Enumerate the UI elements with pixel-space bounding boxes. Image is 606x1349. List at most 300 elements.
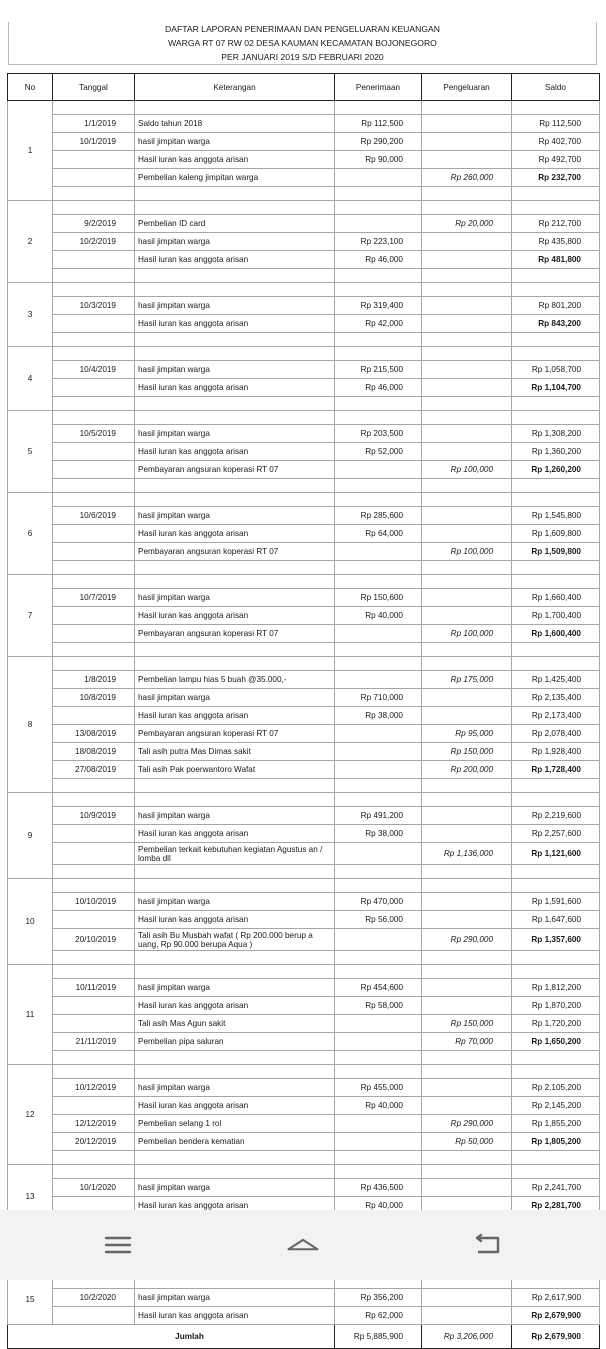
- empty-cell: [512, 965, 600, 979]
- income-cell: Rp 285,600: [335, 507, 422, 525]
- balance-cell: Rp 1,308,200: [512, 425, 600, 443]
- empty-cell: [512, 101, 600, 115]
- empty-cell: [512, 575, 600, 589]
- balance-cell: Rp 2,281,700: [512, 1197, 600, 1215]
- balance-cell: Rp 1,600,400: [512, 625, 600, 643]
- expense-cell: Rp 1,136,000: [422, 843, 512, 865]
- empty-cell: [422, 101, 512, 115]
- empty-cell: [135, 1151, 335, 1165]
- empty-cell: [53, 575, 135, 589]
- table-row: [8, 115, 600, 133]
- balance-cell: Rp 1,805,200: [512, 1133, 600, 1151]
- empty-cell: [135, 657, 335, 671]
- expense-cell: Rp 70,000: [422, 1033, 512, 1051]
- expense-cell: [422, 251, 512, 269]
- income-cell: Rp 40,000: [335, 607, 422, 625]
- empty-cell: [512, 951, 600, 965]
- empty-cell: [512, 493, 600, 507]
- date-cell: 10/4/2019: [53, 361, 135, 379]
- table-row: [8, 1289, 600, 1307]
- description-cell: Pembelian lampu hias 5 buah @35.000,-: [135, 671, 335, 689]
- description-cell: Hasil iuran kas anggota arisan: [135, 525, 335, 543]
- empty-cell: [53, 879, 135, 893]
- income-cell: Rp 40,000: [335, 1197, 422, 1215]
- description-cell: Pembelian terkait kebutuhan kegiatan Agustus an / lomba dll: [135, 843, 335, 865]
- description-cell: hasil jimpitan warga: [135, 1079, 335, 1097]
- expense-cell: Rp 290,000: [422, 929, 512, 951]
- income-cell: Rp 58,000: [335, 997, 422, 1015]
- date-cell: [53, 1097, 135, 1115]
- income-cell: Rp 90,000: [335, 151, 422, 169]
- description-cell: hasil jimpitan warga: [135, 893, 335, 911]
- date-cell: [53, 315, 135, 333]
- table-body: [8, 101, 600, 1349]
- empty-cell: [512, 187, 600, 201]
- table-row: [8, 825, 600, 843]
- table-row: [8, 1015, 600, 1033]
- empty-cell: [335, 561, 422, 575]
- empty-cell: [335, 793, 422, 807]
- income-cell: Rp 491,200: [335, 807, 422, 825]
- balance-cell: Rp 843,200: [512, 315, 600, 333]
- empty-cell: [422, 657, 512, 671]
- empty-cell: [53, 101, 135, 115]
- description-cell: hasil jimpitan warga: [135, 361, 335, 379]
- expense-cell: Rp 200,000: [422, 761, 512, 779]
- spacer-row: [8, 561, 600, 575]
- empty-cell: [53, 187, 135, 201]
- total-label: Jumlah: [8, 1325, 335, 1349]
- income-cell: Rp 223,100: [335, 233, 422, 251]
- description-cell: Tali asih Mas Agun sakit: [135, 1015, 335, 1033]
- empty-cell: [422, 397, 512, 411]
- empty-cell: [53, 561, 135, 575]
- empty-cell: [422, 1151, 512, 1165]
- income-cell: Rp 436,500: [335, 1179, 422, 1197]
- expense-cell: [422, 807, 512, 825]
- col-header-description: Keterangan: [135, 74, 335, 101]
- date-cell: 27/08/2019: [53, 761, 135, 779]
- empty-cell: [135, 965, 335, 979]
- date-cell: [53, 625, 135, 643]
- expense-cell: [422, 1289, 512, 1307]
- empty-cell: [135, 793, 335, 807]
- income-cell: Rp 215,500: [335, 361, 422, 379]
- income-cell: Rp 42,000: [335, 315, 422, 333]
- empty-cell: [53, 493, 135, 507]
- income-cell: [335, 543, 422, 561]
- balance-cell: Rp 435,800: [512, 233, 600, 251]
- spacer-row: [8, 793, 600, 807]
- group-number: 12: [8, 1065, 53, 1165]
- group-number: 6: [8, 493, 53, 575]
- table-row: [8, 169, 600, 187]
- expense-cell: Rp 260,000: [422, 169, 512, 187]
- empty-cell: [53, 397, 135, 411]
- balance-cell: Rp 212,700: [512, 215, 600, 233]
- expense-cell: Rp 20,000: [422, 215, 512, 233]
- expense-cell: Rp 95,000: [422, 725, 512, 743]
- table-row: [8, 361, 600, 379]
- empty-cell: [512, 1051, 600, 1065]
- group-number: 7: [8, 575, 53, 657]
- empty-cell: [335, 187, 422, 201]
- empty-cell: [135, 1165, 335, 1179]
- empty-cell: [53, 965, 135, 979]
- expense-cell: [422, 233, 512, 251]
- date-cell: 20/12/2019: [53, 1133, 135, 1151]
- table-row: [8, 461, 600, 479]
- expense-cell: [422, 911, 512, 929]
- balance-cell: Rp 2,679,900: [512, 1307, 600, 1325]
- empty-cell: [422, 1165, 512, 1179]
- col-header-expense: Pengeluaran: [422, 74, 512, 101]
- balance-cell: Rp 1,425,400: [512, 671, 600, 689]
- description-cell: hasil jimpitan warga: [135, 297, 335, 315]
- empty-cell: [335, 657, 422, 671]
- empty-cell: [135, 1051, 335, 1065]
- income-cell: Rp 710,000: [335, 689, 422, 707]
- description-cell: Hasil iuran kas anggota arisan: [135, 1197, 335, 1215]
- income-cell: [335, 169, 422, 187]
- finance-table: [7, 73, 600, 1349]
- table-row: [8, 625, 600, 643]
- income-cell: [335, 215, 422, 233]
- table-row: [8, 607, 600, 625]
- expense-cell: [422, 1179, 512, 1197]
- date-cell: [53, 825, 135, 843]
- empty-cell: [135, 879, 335, 893]
- table-row: [8, 1115, 600, 1133]
- expense-cell: Rp 175,000: [422, 671, 512, 689]
- table-row: [8, 251, 600, 269]
- table-row: [8, 979, 600, 997]
- empty-cell: [422, 643, 512, 657]
- balance-cell: Rp 1,855,200: [512, 1115, 600, 1133]
- balance-cell: Rp 1,720,200: [512, 1015, 600, 1033]
- date-cell: 10/7/2019: [53, 589, 135, 607]
- date-cell: [53, 707, 135, 725]
- empty-cell: [335, 575, 422, 589]
- balance-cell: Rp 1,121,600: [512, 843, 600, 865]
- date-cell: 10/12/2019: [53, 1079, 135, 1097]
- empty-cell: [422, 493, 512, 507]
- date-cell: [53, 543, 135, 561]
- empty-cell: [135, 561, 335, 575]
- empty-cell: [53, 779, 135, 793]
- total-expense: Rp 3,206,000: [422, 1325, 512, 1349]
- menu-icon[interactable]: [101, 1230, 135, 1260]
- table-row: [8, 1033, 600, 1051]
- group-number: 1: [8, 101, 53, 201]
- expense-cell: [422, 893, 512, 911]
- empty-cell: [335, 411, 422, 425]
- description-cell: Hasil iuran kas anggota arisan: [135, 825, 335, 843]
- table-row: [8, 589, 600, 607]
- income-cell: Rp 62,000: [335, 1307, 422, 1325]
- description-cell: Hasil iuran kas anggota arisan: [135, 443, 335, 461]
- income-cell: [335, 461, 422, 479]
- balance-cell: Rp 2,241,700: [512, 1179, 600, 1197]
- empty-cell: [335, 865, 422, 879]
- empty-cell: [512, 411, 600, 425]
- empty-cell: [422, 479, 512, 493]
- empty-cell: [335, 333, 422, 347]
- empty-cell: [512, 347, 600, 361]
- table-row: [8, 525, 600, 543]
- income-cell: [335, 1115, 422, 1133]
- expense-cell: [422, 151, 512, 169]
- spacer-row: [8, 187, 600, 201]
- date-cell: [53, 461, 135, 479]
- empty-cell: [335, 779, 422, 793]
- income-cell: [335, 761, 422, 779]
- income-cell: Rp 56,000: [335, 911, 422, 929]
- table-row: [8, 929, 600, 951]
- empty-cell: [135, 347, 335, 361]
- expense-cell: Rp 150,000: [422, 743, 512, 761]
- expense-cell: [422, 425, 512, 443]
- empty-cell: [135, 283, 335, 297]
- table-row: [8, 743, 600, 761]
- expense-cell: [422, 589, 512, 607]
- income-cell: [335, 671, 422, 689]
- income-cell: Rp 64,000: [335, 525, 422, 543]
- income-cell: Rp 356,200: [335, 1289, 422, 1307]
- date-cell: [53, 251, 135, 269]
- empty-cell: [335, 269, 422, 283]
- expense-cell: [422, 825, 512, 843]
- table-row: [8, 689, 600, 707]
- spacer-row: [8, 479, 600, 493]
- empty-cell: [422, 347, 512, 361]
- balance-cell: Rp 1,058,700: [512, 361, 600, 379]
- empty-cell: [512, 1065, 600, 1079]
- balance-cell: Rp 2,135,400: [512, 689, 600, 707]
- empty-cell: [135, 101, 335, 115]
- empty-cell: [512, 793, 600, 807]
- empty-cell: [335, 283, 422, 297]
- col-header-no: No: [8, 74, 53, 101]
- description-cell: hasil jimpitan warga: [135, 1179, 335, 1197]
- empty-cell: [512, 643, 600, 657]
- income-cell: Rp 112,500: [335, 115, 422, 133]
- report-title: DAFTAR LAPORAN PENERIMAAN DAN PENGELUARAN KEUANGAN: [8, 22, 597, 36]
- income-cell: Rp 38,000: [335, 707, 422, 725]
- expense-cell: [422, 361, 512, 379]
- income-cell: [335, 929, 422, 951]
- empty-cell: [422, 965, 512, 979]
- expense-cell: [422, 1097, 512, 1115]
- empty-cell: [53, 1065, 135, 1079]
- table-row: [8, 911, 600, 929]
- empty-cell: [53, 793, 135, 807]
- expense-cell: [422, 315, 512, 333]
- empty-cell: [335, 347, 422, 361]
- table-row: [8, 379, 600, 397]
- empty-cell: [512, 201, 600, 215]
- empty-cell: [422, 201, 512, 215]
- report-period: PER JANUARI 2019 S/D FEBRUARI 2020: [8, 50, 597, 65]
- empty-cell: [53, 201, 135, 215]
- spacer-row: [8, 333, 600, 347]
- col-header-date: Tanggal: [53, 74, 135, 101]
- income-cell: Rp 319,400: [335, 297, 422, 315]
- empty-cell: [512, 269, 600, 283]
- balance-cell: Rp 1,728,400: [512, 761, 600, 779]
- empty-cell: [422, 865, 512, 879]
- group-number: 9: [8, 793, 53, 879]
- table-row: [8, 1179, 600, 1197]
- description-cell: Hasil iuran kas anggota arisan: [135, 997, 335, 1015]
- empty-cell: [335, 101, 422, 115]
- group-number: 13: [8, 1165, 53, 1229]
- table-row: [8, 725, 600, 743]
- empty-cell: [512, 779, 600, 793]
- empty-cell: [422, 575, 512, 589]
- income-cell: [335, 625, 422, 643]
- empty-cell: [135, 779, 335, 793]
- table-row: [8, 133, 600, 151]
- date-cell: 10/3/2019: [53, 297, 135, 315]
- empty-cell: [135, 201, 335, 215]
- empty-cell: [135, 479, 335, 493]
- home-icon[interactable]: [286, 1230, 320, 1260]
- spacer-row: [8, 1065, 600, 1079]
- empty-cell: [135, 269, 335, 283]
- description-cell: Pembelian pipa saluran: [135, 1033, 335, 1051]
- table-row: [8, 1079, 600, 1097]
- date-cell: 10/1/2019: [53, 133, 135, 151]
- spacer-row: [8, 779, 600, 793]
- income-cell: [335, 743, 422, 761]
- empty-cell: [335, 1051, 422, 1065]
- spacer-row: [8, 411, 600, 425]
- empty-cell: [53, 951, 135, 965]
- income-cell: Rp 52,000: [335, 443, 422, 461]
- balance-cell: Rp 1,650,200: [512, 1033, 600, 1051]
- empty-cell: [422, 779, 512, 793]
- group-number: 10: [8, 879, 53, 965]
- balance-cell: Rp 1,360,200: [512, 443, 600, 461]
- empty-cell: [135, 865, 335, 879]
- description-cell: Hasil iuran kas anggota arisan: [135, 707, 335, 725]
- description-cell: Hasil iuran kas anggota arisan: [135, 151, 335, 169]
- description-cell: hasil jimpitan warga: [135, 133, 335, 151]
- empty-cell: [53, 1151, 135, 1165]
- spacer-row: [8, 201, 600, 215]
- date-cell: 21/11/2019: [53, 1033, 135, 1051]
- expense-cell: [422, 133, 512, 151]
- table-row: [8, 297, 600, 315]
- description-cell: hasil jimpitan warga: [135, 425, 335, 443]
- expense-cell: [422, 997, 512, 1015]
- date-cell: 10/6/2019: [53, 507, 135, 525]
- empty-cell: [53, 411, 135, 425]
- description-cell: Tali asih Bu Musbah wafat ( Rp 200.000 berup a uang, Rp 90.000 berupa Aqua ): [135, 929, 335, 951]
- balance-cell: Rp 481,800: [512, 251, 600, 269]
- date-cell: [53, 379, 135, 397]
- table-row: [8, 1307, 600, 1325]
- description-cell: Saldo tahun 2018: [135, 115, 335, 133]
- empty-cell: [135, 643, 335, 657]
- empty-cell: [53, 865, 135, 879]
- back-icon[interactable]: [470, 1230, 504, 1260]
- expense-cell: [422, 607, 512, 625]
- group-number: 15: [8, 1275, 53, 1325]
- spacer-row: [8, 1051, 600, 1065]
- description-cell: Pembelian kaleng jimpitan warga: [135, 169, 335, 187]
- empty-cell: [422, 951, 512, 965]
- income-cell: Rp 46,000: [335, 251, 422, 269]
- empty-cell: [335, 201, 422, 215]
- empty-cell: [53, 1165, 135, 1179]
- empty-cell: [512, 283, 600, 297]
- date-cell: [53, 843, 135, 865]
- empty-cell: [512, 879, 600, 893]
- spacer-row: [8, 865, 600, 879]
- spacer-row: [8, 101, 600, 115]
- expense-cell: [422, 707, 512, 725]
- description-cell: hasil jimpitan warga: [135, 689, 335, 707]
- table-row: [8, 997, 600, 1015]
- empty-cell: [422, 879, 512, 893]
- empty-cell: [335, 493, 422, 507]
- empty-cell: [422, 269, 512, 283]
- date-cell: 12/12/2019: [53, 1115, 135, 1133]
- empty-cell: [335, 1065, 422, 1079]
- expense-cell: [422, 443, 512, 461]
- empty-cell: [335, 643, 422, 657]
- empty-cell: [135, 575, 335, 589]
- date-cell: [53, 1307, 135, 1325]
- empty-cell: [135, 411, 335, 425]
- table-row: [8, 315, 600, 333]
- empty-cell: [335, 397, 422, 411]
- balance-cell: Rp 1,545,800: [512, 507, 600, 525]
- date-cell: 1/1/2019: [53, 115, 135, 133]
- balance-cell: Rp 2,145,200: [512, 1097, 600, 1115]
- description-cell: Hasil iuran kas anggota arisan: [135, 251, 335, 269]
- table-header-row: [8, 74, 600, 101]
- income-cell: [335, 1015, 422, 1033]
- description-cell: Tali asih Pak poerwantoro Wafat: [135, 761, 335, 779]
- empty-cell: [422, 793, 512, 807]
- date-cell: 10/11/2019: [53, 979, 135, 997]
- income-cell: Rp 46,000: [335, 379, 422, 397]
- empty-cell: [53, 347, 135, 361]
- table-row: [8, 893, 600, 911]
- date-cell: 10/1/2020: [53, 1179, 135, 1197]
- spacer-row: [8, 269, 600, 283]
- empty-cell: [335, 1165, 422, 1179]
- description-cell: hasil jimpitan warga: [135, 1289, 335, 1307]
- description-cell: hasil jimpitan warga: [135, 589, 335, 607]
- table-row: [8, 443, 600, 461]
- expense-cell: [422, 1079, 512, 1097]
- group-number: 8: [8, 657, 53, 793]
- description-cell: Hasil iuran kas anggota arisan: [135, 1307, 335, 1325]
- empty-cell: [512, 397, 600, 411]
- total-row: [8, 1325, 600, 1349]
- expense-cell: [422, 1307, 512, 1325]
- income-cell: [335, 843, 422, 865]
- income-cell: Rp 454,600: [335, 979, 422, 997]
- description-cell: hasil jimpitan warga: [135, 807, 335, 825]
- spacer-row: [8, 1165, 600, 1179]
- table-row: [8, 707, 600, 725]
- date-cell: [53, 997, 135, 1015]
